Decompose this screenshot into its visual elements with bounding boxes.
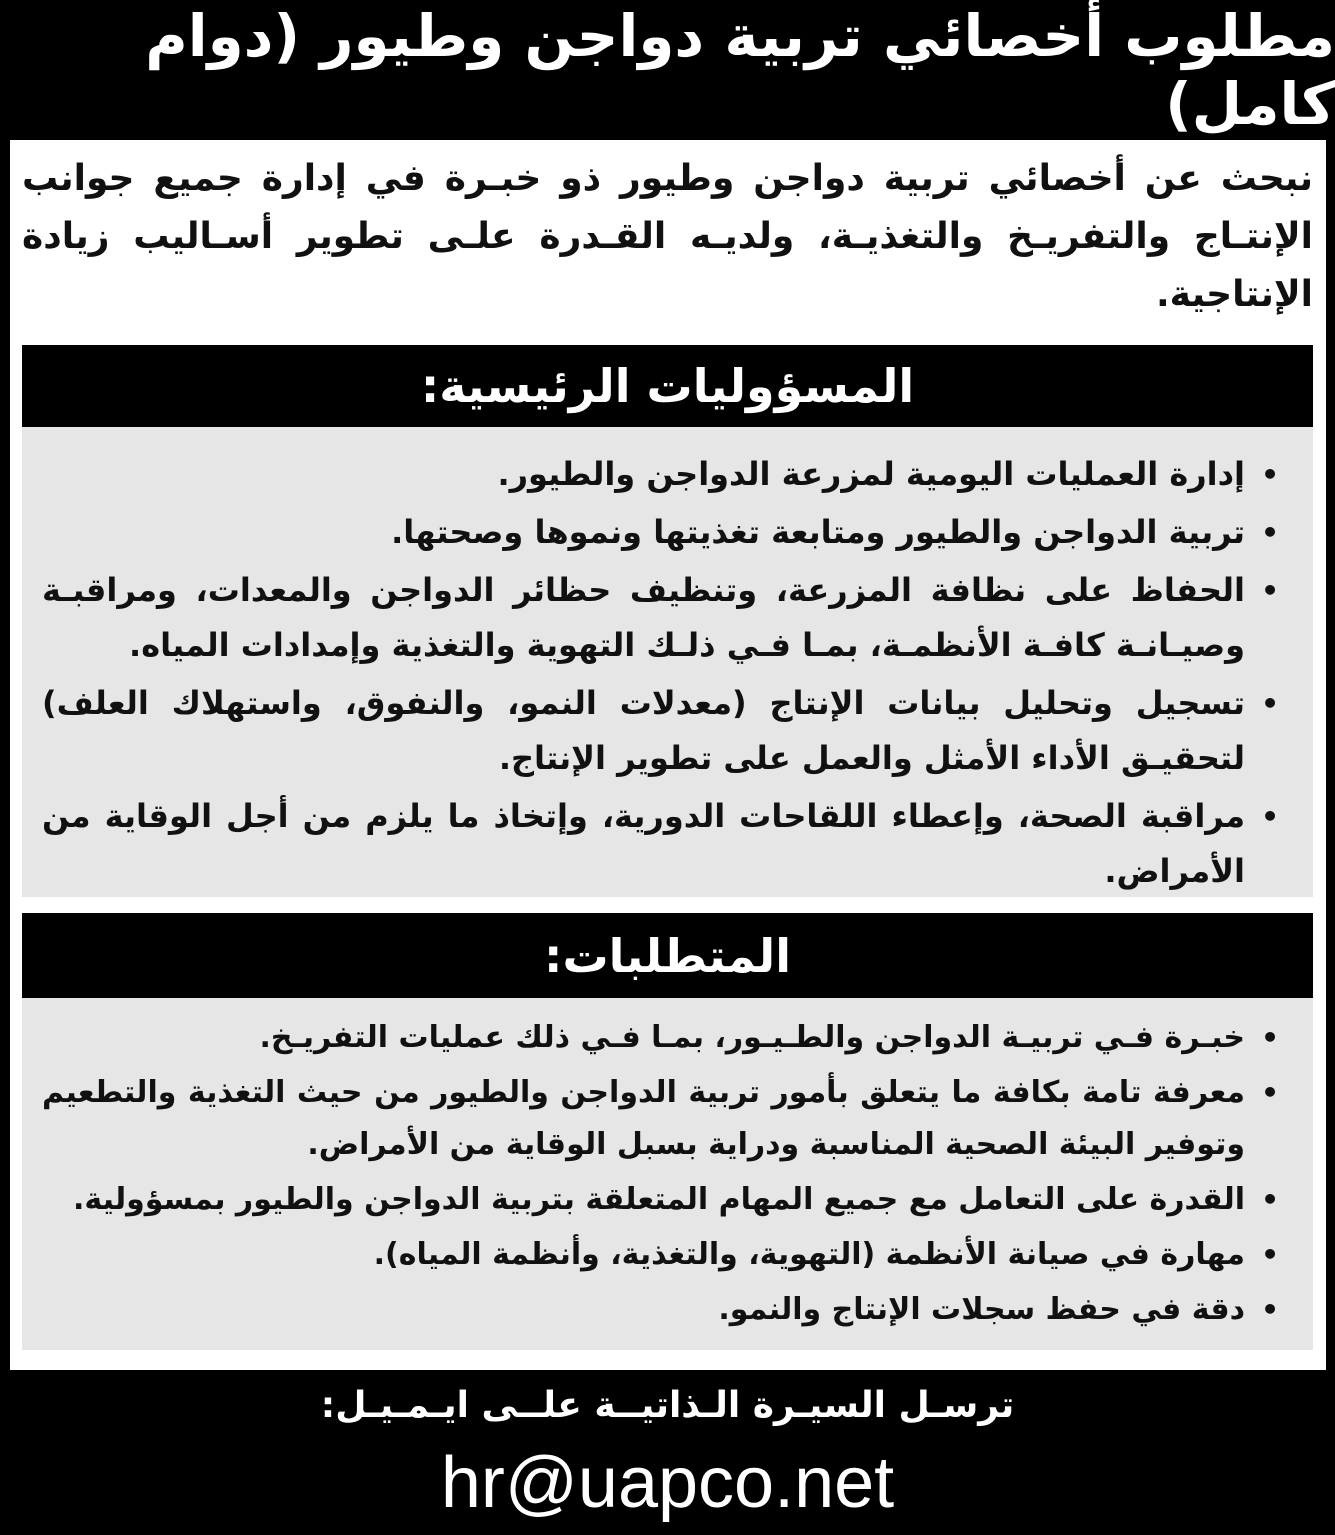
bullet-icon: • bbox=[1261, 1238, 1279, 1271]
intro-paragraph: نبحث عن أخصائي تربية دواجن وطيور ذو خبـرة في إدارة جميع جوانب الإنتـاج والتفريـخ والتغذيـة، ولديـه القـدرة علـى تطوير أسـاليب زيادة الإنتاجية. bbox=[22, 158, 1313, 315]
bullet-icon: • bbox=[1261, 1183, 1279, 1216]
list-item: • معرفة تامة بكافة ما يتعلق بأمور تربية الدواجن والطيور من حيث التغذية والتطعيم وتوفير البيئة الصحية المناسبة ودراية بسبل الوقاية من الأمراض. bbox=[42, 1067, 1283, 1171]
contact-email[interactable]: hr@uapco.net bbox=[440, 1443, 895, 1523]
list-item: • خبـرة فـي تربيـة الدواجن والطـيـور، بمـا فـي ذلك عمليات التفريـخ. bbox=[42, 1012, 1283, 1064]
bullet-icon: • bbox=[1261, 1076, 1279, 1109]
bullet-icon: • bbox=[1261, 687, 1279, 720]
list-item: • دقة في حفظ سجلات الإنتاج والنمو. bbox=[42, 1284, 1283, 1336]
list-item: • القدرة على التعامل مع جميع المهام المتعلقة بتربية الدواجن والطيور بمسؤولية. bbox=[42, 1174, 1283, 1226]
bullet-icon: • bbox=[1261, 516, 1279, 549]
bullet-icon: • bbox=[1261, 574, 1279, 607]
bullet-icon: • bbox=[1261, 1021, 1279, 1054]
requirements-heading: المتطلبات: bbox=[22, 913, 1313, 998]
requirements-box bbox=[22, 998, 1313, 1350]
bullet-icon: • bbox=[1261, 458, 1279, 491]
list-item: • مراقبة الصحة، وإعطاء اللقاحات الدورية، وإتخاذ ما يلزم من أجل الوقاية من الأمراض. bbox=[42, 789, 1283, 899]
ad-title: مطلوب أخصائي تربية دواجن وطيور (دوام كامل) bbox=[145, 2, 1335, 138]
responsibilities-box bbox=[22, 427, 1313, 897]
list-item: • تربية الدواجن والطيور ومتابعة تغذيتها ونموها وصحتها. bbox=[42, 505, 1283, 560]
list-item: • الحفاظ على نظافة المزرعة، وتنظيف حظائر الدواجن والمعدات، ومراقبـة وصيـانـة كافـة الأنظمـة، بمـا فـي ذلـك التهوية والتغذية وإمدادات المياه. bbox=[42, 563, 1283, 673]
bullet-icon: • bbox=[1261, 1293, 1279, 1326]
responsibilities-heading: المسؤوليات الرئيسية: bbox=[22, 345, 1313, 427]
requirements-list bbox=[42, 1012, 1283, 1339]
list-item: • مهارة في صيانة الأنظمة (التهوية، والتغذية، وأنظمة المياه). bbox=[42, 1229, 1283, 1281]
list-item: • إدارة العمليات اليومية لمزرعة الدواجن والطيور. bbox=[42, 447, 1283, 502]
bullet-icon: • bbox=[1261, 800, 1279, 833]
responsibilities-list bbox=[42, 447, 1283, 902]
list-item: • تسجيل وتحليل بيانات الإنتاج (معدلات النمو، والنفوق، واستهلاك العلف) لتحقيـق الأداء الأمثل والعمل على تطوير الإنتاج. bbox=[42, 676, 1283, 786]
cv-instruction: ترسـل السيـرة الـذاتيــة علــى ايـمـيـل: bbox=[320, 1384, 1015, 1426]
